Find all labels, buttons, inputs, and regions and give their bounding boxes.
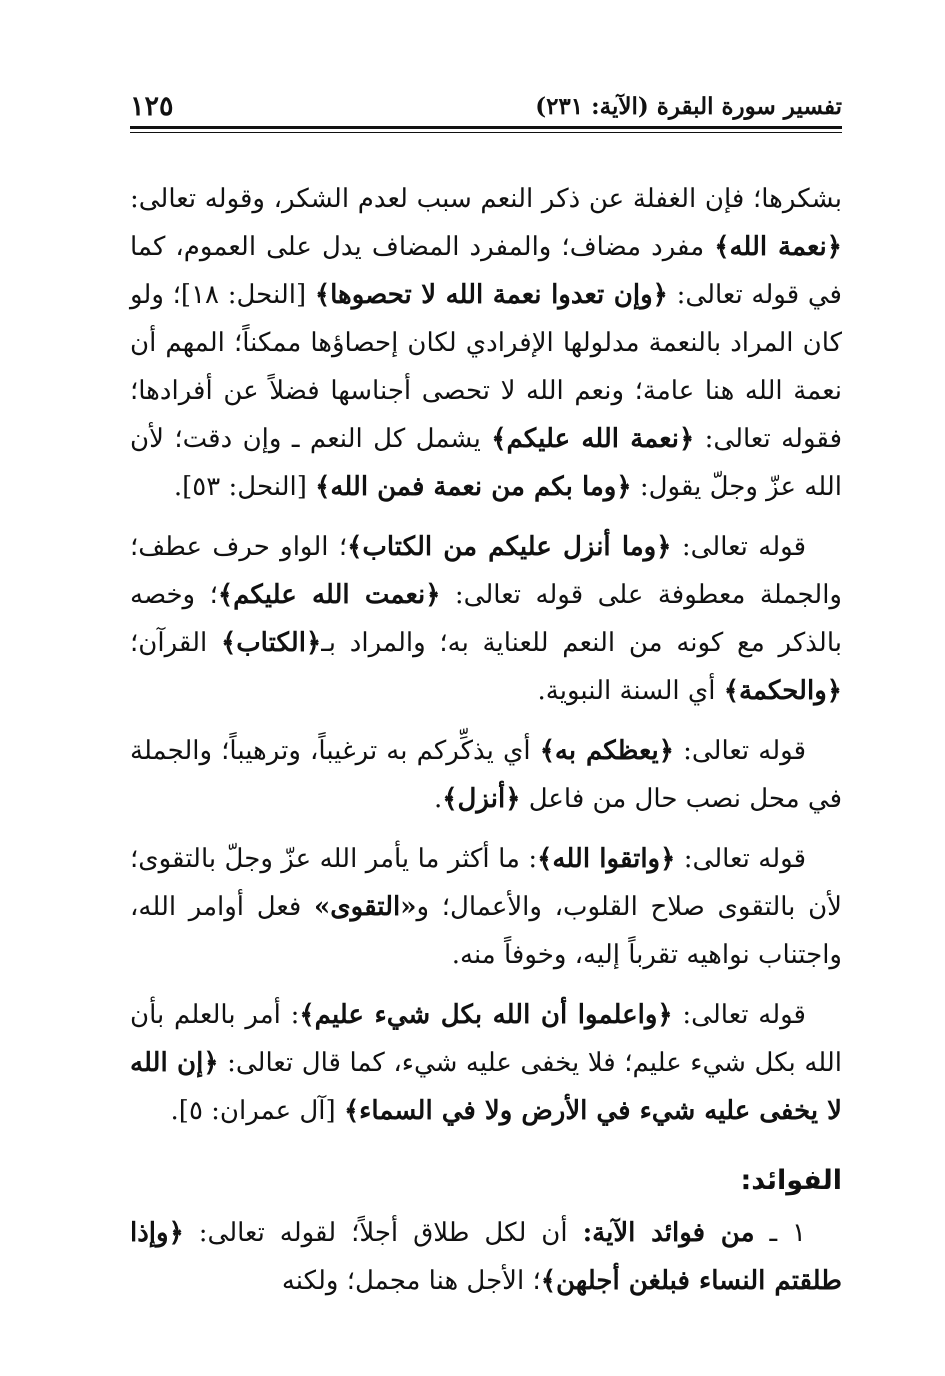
quoted-text-bold: ﴿وما بكم من نعمة فمن الله﴾ [315,472,632,502]
quoted-text-bold: ﴿والحكمة﴾ [723,676,842,706]
book-page [130,82,842,1312]
quoted-text-bold: ﴿يعظكم به﴾ [539,736,674,766]
text-run: أي السنة النبوية. [537,676,724,706]
text-run: فعل أوامر الله، واجتناب نواهيه تقرباً إليه، وخوفاً منه. [130,892,842,970]
text-run: بشكرها؛ فإن الغفلة عن ذكر النعم سبب لعدم الشكر، وقوله تعالى: [130,184,842,214]
quoted-text-bold: ﴿وما أنزل عليكم من الكتاب﴾ [347,532,672,562]
quoted-text-bold: ﴿نعمة الله عليكم﴾ [491,424,695,454]
text-run: [آل عمران: ٥]. [170,1096,344,1126]
text-run: ١ ـ [754,1218,806,1248]
benefit-item [130,1209,842,1305]
header-rule-thin [130,132,842,133]
text-run: قوله تعالى: [671,532,806,562]
paragraph [130,727,842,823]
text-run: ؛ الأجل هنا مجمل؛ ولكنه [281,1266,541,1296]
page-number: ١٢٥ [130,91,174,122]
text-run: مفرد مضاف؛ والمفرد المضاف يدل على العموم، كما في قوله تعالى: [130,232,842,310]
section-heading-benefits: الفوائد: [740,1165,842,1196]
text-run: : أمر بالعلم بأن الله بكل شيء عليم؛ فلا يخفى عليه شيء، كما قال تعالى: [130,1000,843,1078]
text-run: قوله تعالى: [674,736,806,766]
running-title: تفسير سورة البقرة (الآية: ٢٣١) [535,93,842,120]
text-run: يشمل كل النعم ـ وإن دقت؛ لأن الله عزّ وجلّ يقول: [130,424,842,502]
paragraph [130,835,842,979]
quoted-text-bold: من فوائد الآية: [582,1218,755,1248]
quoted-text-bold: ﴿واتقوا الله﴾ [537,844,676,874]
text-run: قوله تعالى: [672,1000,806,1030]
quoted-text-bold: ﴿نعمة الله﴾ [714,232,842,262]
text-run: [النحل: ١٨]؛ ولو كان المراد بالنعمة مدلولها الإفرادي لكان إحصاؤها ممكناً؛ المهم أن نعمة الله هنا عامة؛ ونعم الله لا تحصى أجناسها فضلاً عن أفرادها؛ فقوله تعالى: [130,280,842,454]
text-run: قوله تعالى: [675,844,806,874]
paragraph [130,991,842,1135]
text-run: أن لكل طلاق أجلاً؛ لقوله تعالى: [183,1218,583,1248]
paragraph [130,523,842,715]
quoted-text-bold: ﴿نعمت الله عليكم﴾ [217,580,441,610]
text-run: : ما أكثر ما يأمر الله عزّ وجلّ بالتقوى؛ لأن بالتقوى صلاح القلوب، والأعمال؛ و [130,844,842,922]
header-rule-thick [130,126,842,129]
quoted-text-bold: ﴿وإن تعدوا نعمة الله لا تحصوها﴾ [314,280,668,310]
text-run: ؛ وخصه بالذكر مع كونه من النعم للعناية به؛ والمراد بـ [130,580,842,658]
quoted-text-bold: ﴿أنزل﴾ [442,784,521,814]
quoted-text-bold: ﴿الكتاب﴾ [220,628,322,658]
quoted-text-bold: ﴿وإذا طلقتم النساء فبلغن أجلهن﴾ [130,1218,842,1296]
text-run: القرآن؛ [130,628,221,658]
page-header [130,82,842,124]
page-body [130,175,842,1305]
text-run: [النحل: ٥٣]. [173,472,316,502]
paragraph [130,175,842,511]
text-run: أي يذكِّركم به ترغيباً، وترهيباً؛ والجملة في محل نصب حال من فاعل [130,736,842,814]
quoted-text-bold: ﴿إن الله لا يخفى عليه شيء في الأرض ولا في السماء﴾ [130,1048,842,1126]
text-run: ؛ الواو حرف عطف؛ والجملة معطوفة على قوله تعالى: [130,532,842,610]
quoted-text-bold: ﴿واعلموا أن الله بكل شيء عليم﴾ [299,1000,673,1030]
quoted-text-bold: «التقوى» [314,892,417,922]
text-run: . [434,784,443,814]
